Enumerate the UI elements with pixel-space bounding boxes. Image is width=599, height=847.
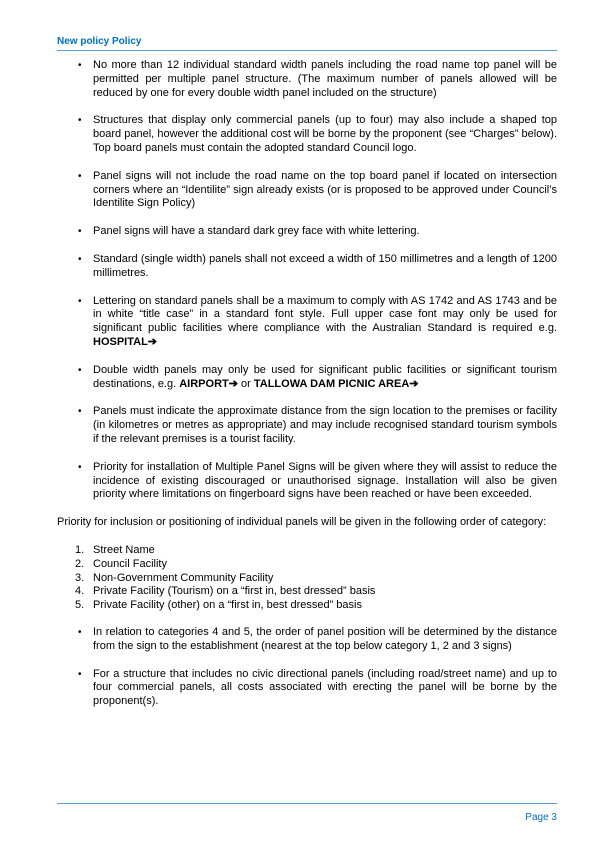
bullet-icon: • xyxy=(78,364,82,376)
bullet-icon: • xyxy=(78,170,82,182)
bullet-icon: • xyxy=(78,60,82,71)
list-item: 3. Non-Government Community Facility xyxy=(75,571,274,584)
list-item: • Priority for installation of Multiple Panel Signs will be given where they will assist to reduce the incidence of existing discouraged or unauthorised signage. Installation will also be given priority where limitations on fingerboard signs have been reached or have been exceeded. xyxy=(78,460,557,501)
bullet-icon: • xyxy=(78,295,82,307)
list-item: • Standard (single width) panels shall not exceed a width of 150 millimetres and a length of 1200 millimetres. xyxy=(78,252,557,279)
bullet-icon: • xyxy=(78,406,82,418)
bullet-icon: • xyxy=(78,226,82,238)
list-item: • Lettering on standard panels shall be a maximum to comply with AS 1742 and AS 1743 and be in white “title case” in a standard font style. Full upper case font may only be used for significant public facilities where compliance with the Australian Standard is required e.g. HOSPITAL➔ xyxy=(78,294,557,348)
priority-category-list xyxy=(57,544,557,613)
footer-divider xyxy=(57,803,557,804)
bullet-icon: • xyxy=(78,668,82,680)
bullet-icon: • xyxy=(78,626,82,638)
header-divider xyxy=(57,50,557,51)
requirements-list-a xyxy=(57,59,557,502)
list-item: 1. Street Name xyxy=(75,543,155,556)
example-hospital: HOSPITAL➔ xyxy=(93,335,158,348)
list-item: 2. Council Facility xyxy=(75,557,167,570)
bullet-icon: • xyxy=(78,115,82,127)
list-item: • No more than 12 individual standard width panels including the road name top panel will be permitted per multiple panel structure. (The maximum number of panels allowed will be reduced by one for every double width panel included on the structure) xyxy=(78,59,557,99)
bullet-icon: • xyxy=(78,253,82,265)
example-tallowa-dam: TALLOWA DAM PICNIC AREA➔ xyxy=(253,377,419,390)
list-item: • Panels must indicate the approximate distance from the sign location to the premises or facility (in kilometres or metres as appropriate) and may include recognised standard tourism symbols if the relevant premises is a tourist facility. xyxy=(78,405,557,445)
priority-paragraph: Priority for inclusion or positioning of individual panels will be given in the following order of category: xyxy=(57,516,547,529)
list-item: • In relation to categories 4 and 5, the order of panel position will be determined by the distance from the sign to the establishment (nearest at the top below category 1, 2 and 3 signs) xyxy=(78,625,557,652)
list-item: • Double width panels may only be used for significant public facilities or significant tourism destinations, e.g. AIRPORT➔ or TALLOWA DAM PICNIC AREA➔ xyxy=(78,363,557,390)
bullet-icon: • xyxy=(78,461,82,473)
example-airport: AIRPORT➔ xyxy=(179,377,238,390)
list-item: • Panel signs will not include the road name on the top board panel if located on intersection corners where an “Identilite” sign already exists (or is proposed to be approved under Council’s Identilite Sign Policy) xyxy=(78,169,557,210)
requirements-list-b xyxy=(57,626,557,709)
list-item: • Structures that display only commercial panels (up to four) may also include a shaped top board panel, however the additional cost will be borne by the proponent (see “Charges” below). Top board panels must contain the adopted standard Council logo. xyxy=(78,114,557,154)
document-header-title: New policy Policy xyxy=(57,36,142,47)
page-number: Page 3 xyxy=(525,812,557,823)
list-item: • For a structure that includes no civic directional panels (including road/street name) and up to four commercial panels, all costs associated with erecting the panel will be borne by the proponent(s). xyxy=(78,667,557,708)
list-item: • Panel signs will have a standard dark grey face with white lettering. xyxy=(78,225,420,238)
list-item: 4. Private Facility (Tourism) on a “first in, best dressed” basis xyxy=(75,585,376,598)
list-item: 5. Private Facility (other) on a “first in, best dressed” basis xyxy=(75,599,362,612)
document-body xyxy=(57,59,557,723)
